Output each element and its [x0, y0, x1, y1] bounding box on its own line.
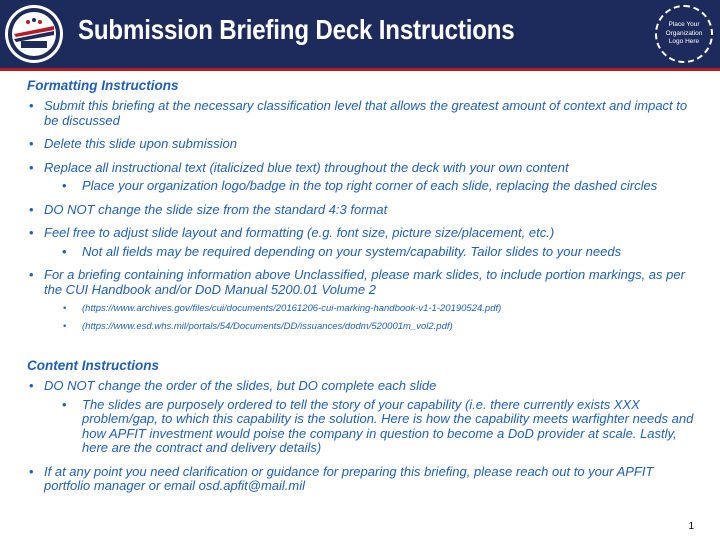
bullet-marking — [27, 268, 697, 333]
bullet-submit — [27, 99, 697, 128]
org-logo-line: Logo Here — [668, 38, 700, 46]
slide-body — [27, 78, 697, 503]
bullet-slide-size — [27, 203, 697, 218]
bullet-replace — [27, 161, 697, 194]
bullet-text: If at any point you need clarification or guidance for preparing this briefing, please reach out to your APFIT portfolio manager or email osd.apfit@mail.mil — [44, 463, 654, 493]
bullet-text: For a briefing containing information above Unclassified, please mark slides, to include portion markings, as per the CUI Handbook and/or DoD Manual 5200.01 Volume 2 — [44, 267, 685, 297]
agency-seal-icon — [4, 4, 64, 64]
sub-bullet-story — [27, 398, 697, 456]
org-logo-placeholder — [655, 5, 713, 63]
bullet-text: Submit this briefing at the necessary classification level that allows the greatest amount of context and impact to be discussed — [44, 98, 688, 128]
bullet-text: DO NOT change the slide size from the standard 4:3 format — [44, 201, 388, 217]
bullet-text: Place your organization logo/badge in the top right corner of each slide, replacing the dashed circles — [82, 178, 658, 193]
link-dod-manual[interactable] — [27, 321, 697, 333]
sub-bullet-tailor — [27, 245, 697, 260]
bullet-help — [27, 465, 697, 494]
bullet-layout — [27, 226, 697, 259]
sub-bullet-logo — [27, 179, 697, 194]
page-title: Submission Briefing Deck Instructions — [78, 14, 515, 45]
bullet-order — [27, 379, 697, 456]
link-cui-handbook[interactable] — [27, 303, 697, 315]
org-logo-line: Organization — [665, 29, 703, 37]
bullet-text: Delete this slide upon submission — [44, 136, 237, 151]
content-heading: Content Instructions — [27, 358, 159, 373]
slide-header — [0, 0, 720, 68]
page-number: 1 — [688, 521, 694, 532]
link-text[interactable]: (https://www.esd.whs.mil/portals/54/Documents/DD/issuances/dodm/520001m_vol2.pdf) — [82, 321, 453, 332]
org-logo-line: Place Your — [668, 20, 700, 28]
bullet-text: Replace all instructional text (italicized blue text) throughout the deck with your own content — [44, 159, 569, 175]
bullet-text: Not all fields may be required depending on your system/capability. Tailor slides to your needs — [82, 243, 622, 259]
bullet-text: The slides are purposely ordered to tell the story of your capability (i.e. there currently exists XXX problem/gap, to which this capability is the solution. Here is how the capability meets warfighter needs and how APFIT investment would poise the company in question to become a DoD provider at scale. Lastly, here are the contract and delivery details) — [82, 396, 694, 455]
header-divider — [0, 68, 720, 71]
formatting-heading: Formatting Instructions — [27, 78, 179, 93]
bullet-text: DO NOT change the order of the slides, but DO complete each slide — [44, 378, 437, 393]
bullet-text: Feel free to adjust slide layout and formatting (e.g. font size, picture size/placement, etc.) — [44, 225, 555, 240]
bullet-delete — [27, 137, 697, 152]
link-text[interactable]: (https://www.archives.gov/files/cui/documents/20161206-cui-marking-handbook-v1-1-20190524.pdf) — [82, 303, 502, 314]
